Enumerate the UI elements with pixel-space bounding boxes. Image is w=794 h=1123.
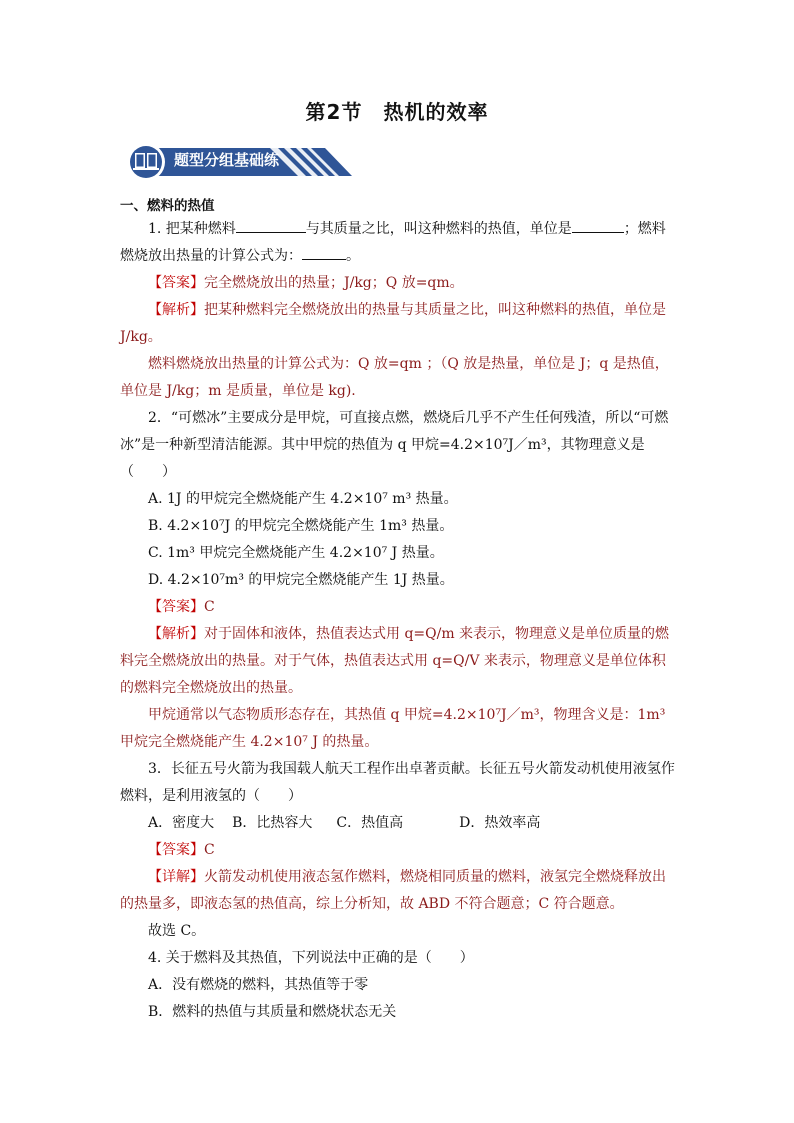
question-4: 4. 关于燃料及其热值，下列说法中正确的是（ ） bbox=[148, 950, 474, 966]
answer-blank bbox=[236, 216, 306, 233]
answer-2: 【答案】C bbox=[148, 599, 215, 615]
option: C．热值高 bbox=[336, 815, 404, 831]
answer-blank bbox=[302, 243, 346, 260]
option: D．热效率高 bbox=[459, 815, 541, 831]
answer-3: 【答案】C bbox=[148, 842, 215, 858]
banner-label: 题型分组基础练 bbox=[174, 151, 280, 169]
option: B. 4.2×10⁷J 的甲烷完全燃烧能产生 1m³ 热量。 bbox=[148, 518, 454, 534]
page-title: 第2节 热机的效率 bbox=[305, 100, 489, 124]
content bbox=[120, 196, 676, 1026]
option: A．密度大 bbox=[148, 815, 215, 831]
option: A. 1J 的甲烷完全燃烧能产生 4.2×10⁷ m³ 热量。 bbox=[148, 491, 458, 507]
analysis-2-methane: 甲烷通常以气态物质形态存在，其热值 q 甲烷=4.2×10⁷J／m³，物理含义是：1m³ 甲烷完全燃烧能产生 4.2×10⁷ J 的热量。 bbox=[120, 707, 666, 750]
option: C. 1m³ 甲烷完全燃烧能产生 4.2×10⁷ J 热量。 bbox=[148, 545, 444, 561]
analysis-2: 【解析】对于固体和液体，热值表达式用 q=Q/m 来表示，物理意义是单位质量的燃料完全燃烧放出的热量。对于气体，热值表达式用 q=Q/V 来表示，物理意义是单位体积的燃料完全燃烧放出的热量。 bbox=[120, 626, 670, 696]
option: A．没有燃烧的燃料，其热值等于零 bbox=[148, 977, 369, 993]
conclusion-3: 故选 C。 bbox=[148, 923, 206, 939]
question-3: 3．长征五号火箭为我国载人航天工程作出卓著贡献。长征五号火箭发动机使用液氢作燃料，是利用液氢的（ ） bbox=[120, 761, 675, 804]
question-1: 1. 把某种燃料 与其质量之比，叫这种燃料的热值，单位是 ；燃料燃烧放出热量的计算公式为： 。 bbox=[120, 216, 676, 270]
answer-1: 【答案】完全燃烧放出的热量；J/kg；Q 放=qm。 bbox=[148, 275, 464, 291]
option: B．燃料的热值与其质量和燃烧状态无关 bbox=[148, 1004, 397, 1020]
question-2: 2．“可燃冰”主要成分是甲烷，可直接点燃，燃烧后几乎不产生任何残渣，所以“可燃冰”是一种新型清洁能源。其中甲烷的热值为 q 甲烷=4.2×10⁷J／m³，其物理意义是（ ） bbox=[120, 410, 669, 480]
analysis-1-formula: 燃料燃烧放出热量的计算公式为：Q 放=qm ；（Q 放是热量，单位是 J；q 是热值，单位是 J/kg；m 是质量，单位是 kg). bbox=[120, 356, 669, 399]
option: B．比热容大 bbox=[232, 815, 313, 831]
answer-blank bbox=[572, 216, 624, 233]
option: D. 4.2×10⁷m³ 的甲烷完全燃烧能产生 1J 热量。 bbox=[148, 572, 454, 588]
detail-3: 【详解】火箭发动机使用液态氢作燃料，燃烧相同质量的燃料，液氢完全燃烧释放出的热量多，即液态氢的热值高，综上分析知，故 ABD 不符合题意；C 符合题意。 bbox=[120, 869, 666, 912]
section-heading: 一、燃料的热值 bbox=[120, 198, 215, 214]
analysis-1: 【解析】把某种燃料完全燃烧放出的热量与其质量之比，叫这种燃料的热值，单位是J/kg。 bbox=[120, 302, 666, 345]
options-row bbox=[120, 810, 676, 837]
